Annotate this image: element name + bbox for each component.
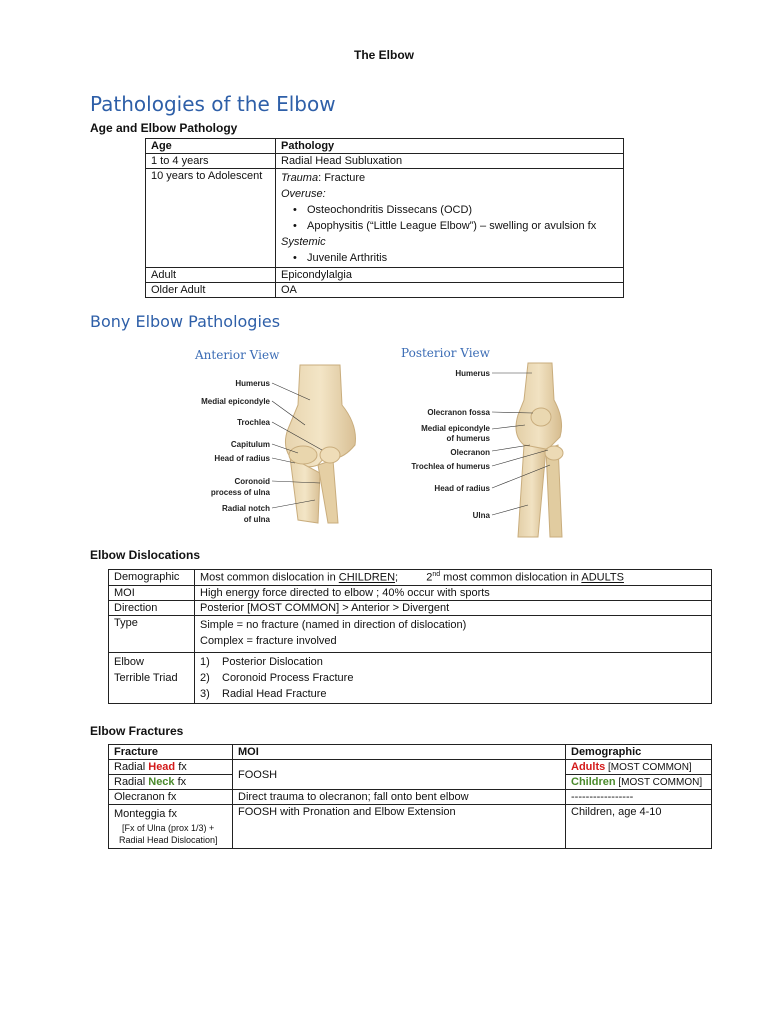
list-item: [200, 670, 706, 686]
text: fx: [175, 761, 187, 773]
table-row: [109, 652, 712, 703]
label-humerus: Humerus: [235, 379, 270, 388]
table-header-row: [146, 139, 624, 154]
label-coronoid: Coronoid: [234, 477, 270, 486]
list-number: 2): [200, 671, 210, 684]
posterior-bone-illustration: [400, 345, 590, 540]
table-row: [146, 268, 624, 283]
text: [MOST COMMON]: [605, 762, 692, 773]
anterior-view-figure: [190, 345, 380, 540]
cell-fracture: [109, 760, 233, 775]
text: fx: [174, 776, 187, 788]
label-ulna: Ulna: [472, 511, 490, 520]
table-row: [146, 169, 624, 268]
text: ;: [395, 571, 399, 584]
cell-value: Posterior [MOST COMMON] > Anterior > Divergent: [195, 600, 712, 615]
cell-label: Direction: [109, 600, 195, 615]
label-humerus: Humerus: [455, 369, 490, 378]
text-superscript: nd: [432, 571, 441, 578]
list-item: • Apophysitis (“Little League Elbow”) – swelling or avulsion fx: [293, 218, 618, 234]
posterior-view-title: Posterior View: [401, 346, 490, 360]
label-olecranon: Olecranon: [450, 448, 490, 457]
trauma-label: Trauma: [281, 172, 319, 184]
text: 2: [426, 571, 433, 584]
cell-fracture: [109, 805, 233, 849]
cell-value: High energy force directed to elbow ; 40% occur with sports: [195, 585, 712, 600]
label-capitulum: Capitulum: [230, 440, 270, 449]
label-trochlea: Trochlea: [237, 418, 270, 427]
text: most common dislocation in: [440, 571, 582, 584]
text: Simple = no fracture (named in direction of dislocation): [200, 618, 467, 631]
cell-demographic: [566, 775, 712, 790]
cell-age: Older Adult: [146, 283, 276, 298]
header-fracture: Fracture: [109, 745, 233, 760]
text: Elbow: [114, 655, 144, 668]
overuse-label: Overuse:: [281, 188, 326, 200]
cell-demographic: [566, 760, 712, 775]
cell-demographic: -----------------: [566, 790, 712, 805]
table-row: [146, 283, 624, 298]
systemic-label: Systemic: [281, 236, 326, 248]
cell-moi: Direct trauma to olecranon; fall onto bent elbow: [233, 790, 566, 805]
label-head-of-radius: Head of radius: [434, 484, 490, 493]
list-number: 1): [200, 655, 210, 668]
header-moi: MOI: [233, 745, 566, 760]
table-row: [109, 600, 712, 615]
cell-value: [195, 570, 712, 586]
text-highlight: Adults: [571, 761, 606, 773]
table-row: [146, 154, 624, 169]
text-highlight: Neck: [148, 776, 175, 788]
trauma-text: : Fracture: [318, 172, 366, 184]
cell-pathology: Radial Head Subluxation: [276, 154, 624, 169]
table-row: [109, 570, 712, 586]
label-head-of-radius: Head of radius: [214, 454, 270, 463]
text: Radial Head Dislocation]: [119, 835, 218, 845]
subtitle-age-pathology: Age and Elbow Pathology: [90, 121, 238, 135]
cell-pathology: Epicondylalgia: [276, 268, 624, 283]
section-title-bony: Bony Elbow Pathologies: [90, 312, 281, 331]
label-medial-epicondyle: Medial epicondyle: [201, 397, 270, 406]
list-item: [200, 686, 706, 702]
cell-pathology: OA: [276, 283, 624, 298]
label-radial-notch: Radial notch: [221, 504, 270, 513]
document-header: The Elbow: [354, 48, 414, 62]
subtitle-fractures: Elbow Fractures: [90, 724, 184, 738]
cell-label: [109, 652, 195, 703]
list-item: [200, 654, 706, 670]
text: Posterior Dislocation: [222, 655, 323, 668]
cell-moi: FOOSH: [233, 760, 566, 790]
anterior-view-title: Anterior View: [195, 348, 280, 362]
label-olecranon-fossa: Olecranon fossa: [427, 408, 490, 417]
section-title-pathologies: Pathologies of the Elbow: [90, 92, 336, 116]
dislocations-table: [108, 569, 712, 704]
text-underlined: CHILDREN: [338, 571, 396, 584]
table-row: [109, 790, 712, 805]
fractures-table: [108, 744, 712, 849]
text: Radial: [114, 761, 149, 773]
posterior-view-figure: [400, 345, 590, 540]
label-process-of-ulna: process of ulna: [210, 488, 270, 497]
text: [MOST COMMON]: [615, 777, 703, 788]
list-number: 3): [200, 687, 210, 700]
text: Coronoid Process Fracture: [222, 671, 354, 684]
label-medial-epicondyle: Medial epicondyle: [421, 424, 490, 433]
cell-label: Demographic: [109, 570, 195, 586]
header-age: Age: [146, 139, 276, 154]
cell-fracture: Olecranon fx: [109, 790, 233, 805]
table-header-row: [109, 745, 712, 760]
table-row: [109, 615, 712, 652]
header-demographic: Demographic: [566, 745, 712, 760]
cell-age: 1 to 4 years: [146, 154, 276, 169]
list-item: • Juvenile Arthritis: [293, 250, 618, 266]
cell-label: MOI: [109, 585, 195, 600]
text-highlight: Children: [571, 776, 616, 788]
cell-pathology: [276, 169, 624, 268]
cell-label: Type: [109, 615, 195, 652]
text: [Fx of Ulna (prox 1/3) +: [122, 823, 215, 833]
cell-age: 10 years to Adolescent: [146, 169, 276, 268]
anterior-bone-illustration: [190, 345, 380, 540]
text: Complex = fracture involved: [200, 634, 337, 647]
text: Monteggia fx: [114, 808, 177, 820]
label-trochlea-of-humerus: Trochlea of humerus: [411, 462, 490, 471]
cell-moi: FOOSH with Pronation and Elbow Extension: [233, 805, 566, 849]
table-row: [109, 805, 712, 849]
text: Terrible Triad: [114, 671, 178, 684]
text: Radial Head Fracture: [222, 687, 327, 700]
cell-fracture: [109, 775, 233, 790]
cell-value: [195, 615, 712, 652]
cell-demographic: Children, age 4-10: [566, 805, 712, 849]
list-item: • Osteochondritis Dissecans (OCD): [293, 202, 618, 218]
cell-value: [195, 652, 712, 703]
cell-age: Adult: [146, 268, 276, 283]
age-pathology-table: [145, 138, 624, 298]
text: Radial: [114, 776, 149, 788]
subtitle-dislocations: Elbow Dislocations: [90, 548, 201, 562]
text-underlined: ADULTS: [581, 571, 624, 584]
label-of-humerus: of humerus: [446, 434, 490, 443]
header-pathology: Pathology: [276, 139, 624, 154]
label-of-ulna: of ulna: [243, 515, 270, 524]
table-row: [109, 585, 712, 600]
table-row: [109, 760, 712, 775]
text-highlight: Head: [148, 761, 176, 773]
text: Most common dislocation in: [200, 571, 339, 584]
